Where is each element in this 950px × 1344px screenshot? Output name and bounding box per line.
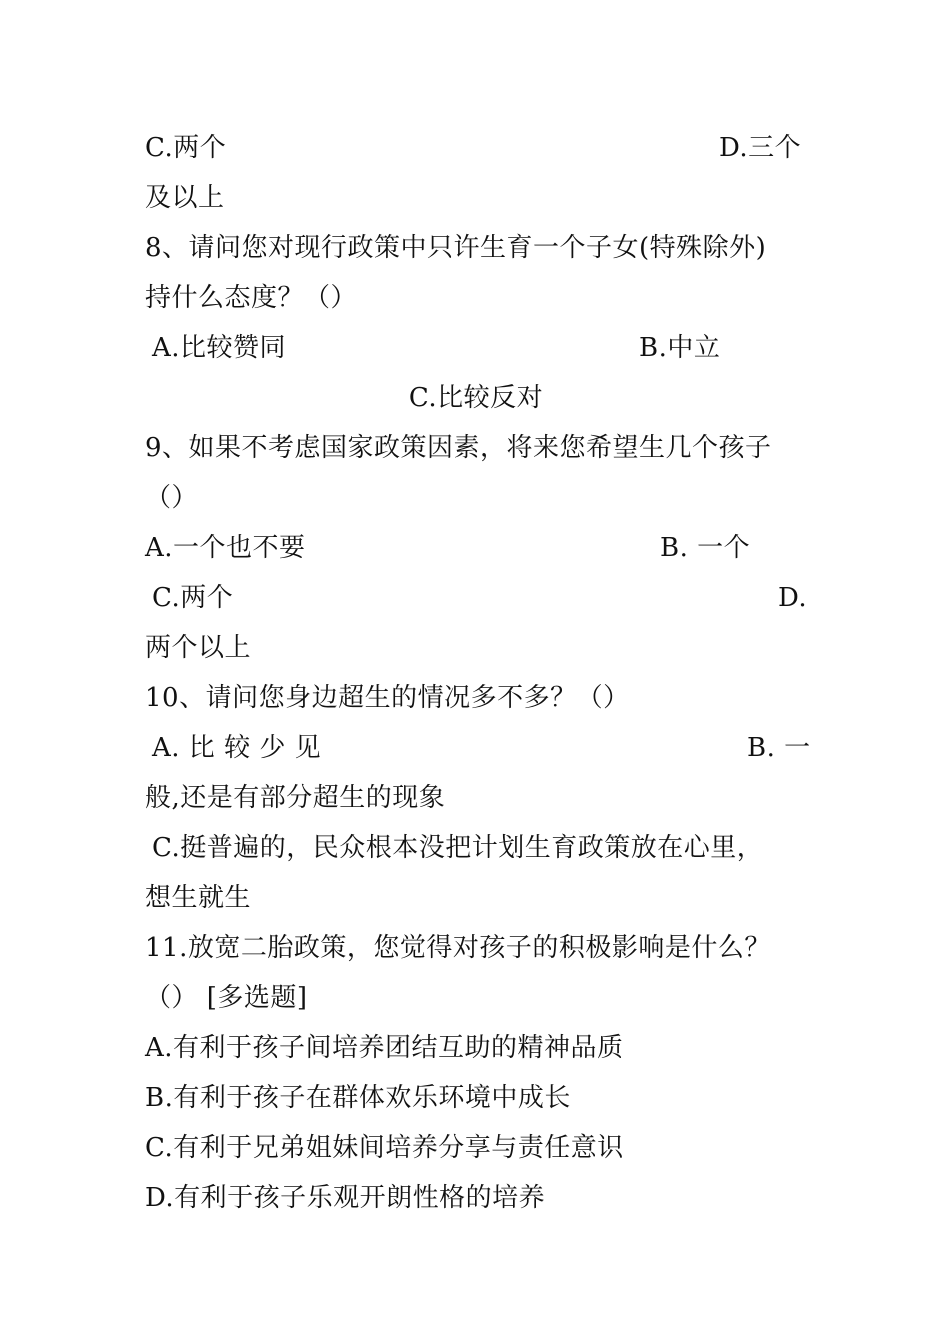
q8-option-c: C.比较反对 — [408, 383, 544, 413]
q11-question-line2: （） [多选题] — [145, 983, 308, 1013]
q7-option-c: C.两个 — [145, 133, 227, 163]
q9-option-c: C.两个 — [152, 583, 234, 613]
q10-option-c-text: C.挺普遍的，民众根本没把计划生育政策放在心里， — [152, 833, 764, 863]
q11-question-line1: 11.放宽二胎政策，您觉得对孩子的积极影响是什么？ — [145, 933, 771, 963]
q10-options-row — [145, 728, 811, 768]
q9-option-d-continued: 两个以上 — [145, 633, 252, 663]
q8-options-row — [145, 328, 807, 368]
q8-option-b: B.中立 — [639, 333, 721, 363]
q11-option-b: B.有利于孩子在群体欢乐环境中成长 — [145, 1083, 571, 1113]
q9-options-row-1 — [145, 528, 807, 568]
q10-option-c-line2: 想生就生 — [145, 883, 252, 913]
q9-option-b: B. 一个 — [660, 533, 751, 563]
q9-question-line2: （） — [145, 483, 199, 513]
q8-question-line1: 8、请问您对现行政策中只许生育一个子女(特殊除外) — [145, 233, 767, 263]
q9-option-a: A.一个也不要 — [145, 533, 306, 563]
q7-option-d: D.三个 — [719, 133, 802, 163]
q9-option-d: D. — [778, 583, 808, 613]
q10-question: 10、请问您身边超生的情况多不多？（） — [145, 683, 630, 713]
q8-question-line2: 持什么态度？（） — [145, 283, 358, 313]
q10-option-b-continued: 般,还是有部分超生的现象 — [145, 783, 446, 813]
q11-option-d: D.有利于孩子乐观开朗性格的培养 — [145, 1183, 546, 1213]
q7-options-row — [145, 128, 807, 168]
q10-option-c-line1 — [145, 828, 807, 868]
q10-option-a: A. 比 较 少 见 — [152, 733, 322, 763]
q9-options-row-2 — [145, 578, 807, 618]
q7-option-d-continued: 及以上 — [145, 183, 225, 213]
q11-option-c: C.有利于兄弟姐妹间培养分享与责任意识 — [145, 1133, 624, 1163]
q8-option-a: A.比较赞同 — [152, 333, 287, 363]
q9-question-line1: 9、如果不考虑国家政策因素，将来您希望生几个孩子 — [145, 433, 772, 463]
q11-option-a: A.有利于孩子间培养团结互助的精神品质 — [145, 1033, 624, 1063]
q10-option-b: B. 一 — [747, 733, 811, 763]
